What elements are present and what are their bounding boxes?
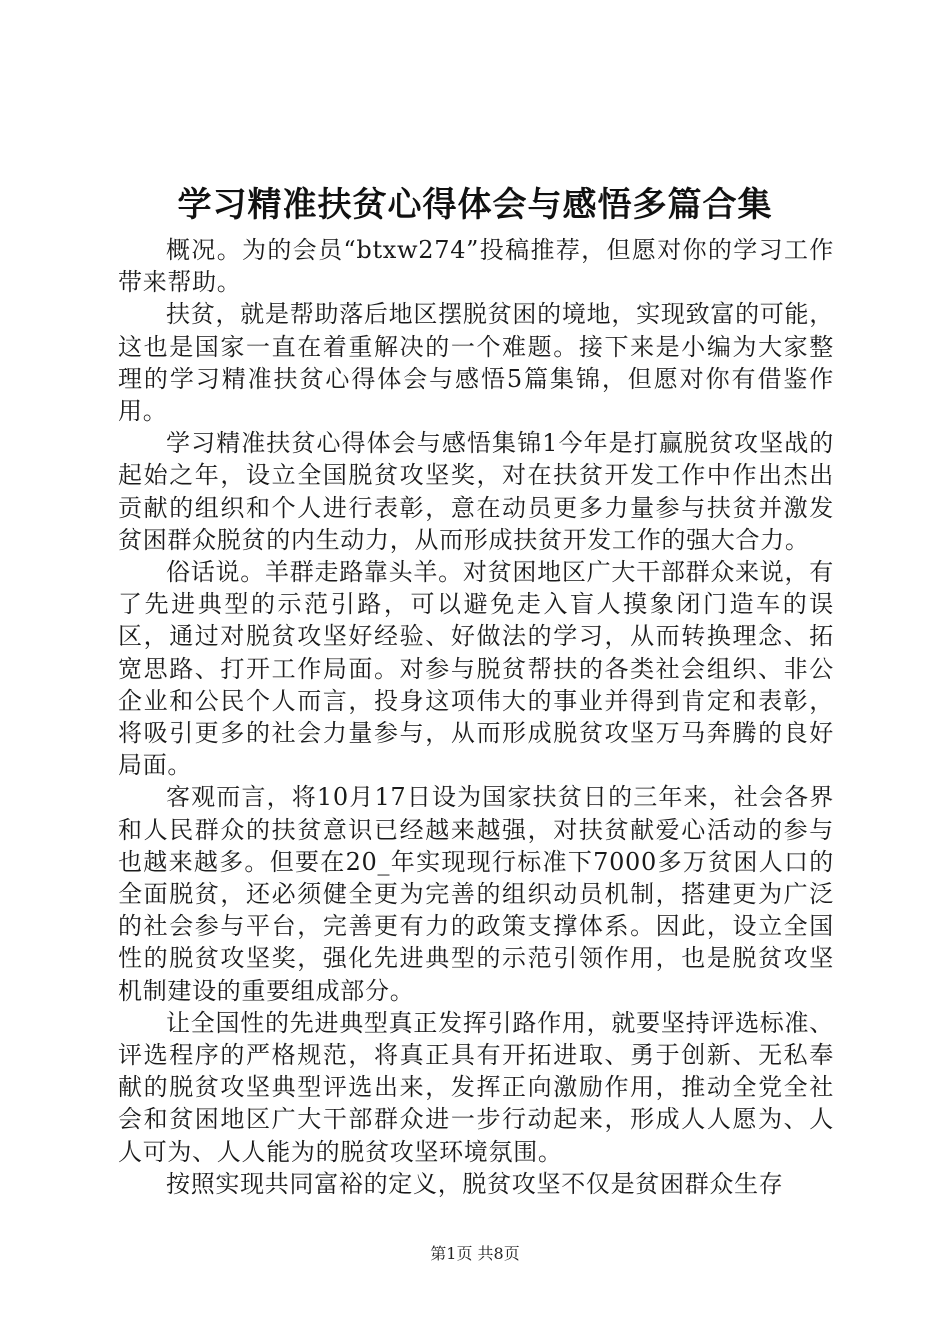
document-title: 学习精准扶贫心得体会与感悟多篇合集: [177, 185, 773, 225]
document-body: [118, 234, 834, 1200]
paragraph-objective: 客观而言，将10月17日设为国家扶贫日的三年来，社会各界和人民群众的扶贫意识已经越来越强，对扶贫献爱心活动的参与也越来越多。但要在20_年实现现行标准下7000多万贫困人口的全面脱贫，还必须健全更为完善的组织动员机制，搭建更为广泛的社会参与平台，完善更有力的政策支撑体系。因此，设立全国性的脱贫攻坚奖，强化先进典型的示范引领作用，也是脱贫攻坚机制建设的重要组成部分。: [118, 783, 834, 1005]
paragraph-national-models: 让全国性的先进典型真正发挥引路作用，就要坚持评选标准、评选程序的严格规范，将真正具有开拓进取、勇于创新、无私奉献的脱贫攻坚典型评选出来，发挥正向激励作用，推动全党全社会和贫困地区广大干部群众进一步行动起来，形成人人愿为、人人可为、人人能为的脱贫攻坚环境氛围。: [118, 1008, 834, 1166]
paragraph-common-prosperity: 按照实现共同富裕的定义，脱贫攻坚不仅是贫困群众生存: [166, 1169, 784, 1198]
paragraph-intro: 概况。为的会员“btxw274”投稿推荐，但愿对你的学习工作带来帮助。: [118, 236, 834, 297]
paragraph-proverb: 俗话说。羊群走路靠头羊。对贫困地区广大干部群众来说，有了先进典型的示范引路，可以避免走入盲人摸象闭门造车的误区，通过对脱贫攻坚好经验、好做法的学习，从而转换理念、拓宽思路、打开工作局面。对参与脱贫帮扶的各类社会组织、非公企业和公民个人而言，投身这项伟大的事业并得到肯定和表彰，将吸引更多的社会力量参与，从而形成脱贫攻坚万马奔腾的良好局面。: [118, 558, 834, 780]
paragraph-poverty-definition: 扶贫，就是帮助落后地区摆脱贫困的境地，实现致富的可能，这也是国家一直在着重解决的一个难题。接下来是小编为大家整理的学习精准扶贫心得体会与感悟5篇集锦，但愿对你有借鉴作用。: [118, 300, 834, 426]
page-number: 第1页 共8页: [430, 1244, 520, 1263]
paragraph-collection-1: 学习精准扶贫心得体会与感悟集锦1今年是打赢脱贫攻坚战的起始之年，设立全国脱贫攻坚奖，对在扶贫开发工作中作出杰出贡献的组织和个人进行表彰，意在动员更多力量参与扶贫并激发贫困群众脱贫的内生动力，从而形成扶贫开发工作的强大合力。: [118, 429, 834, 554]
